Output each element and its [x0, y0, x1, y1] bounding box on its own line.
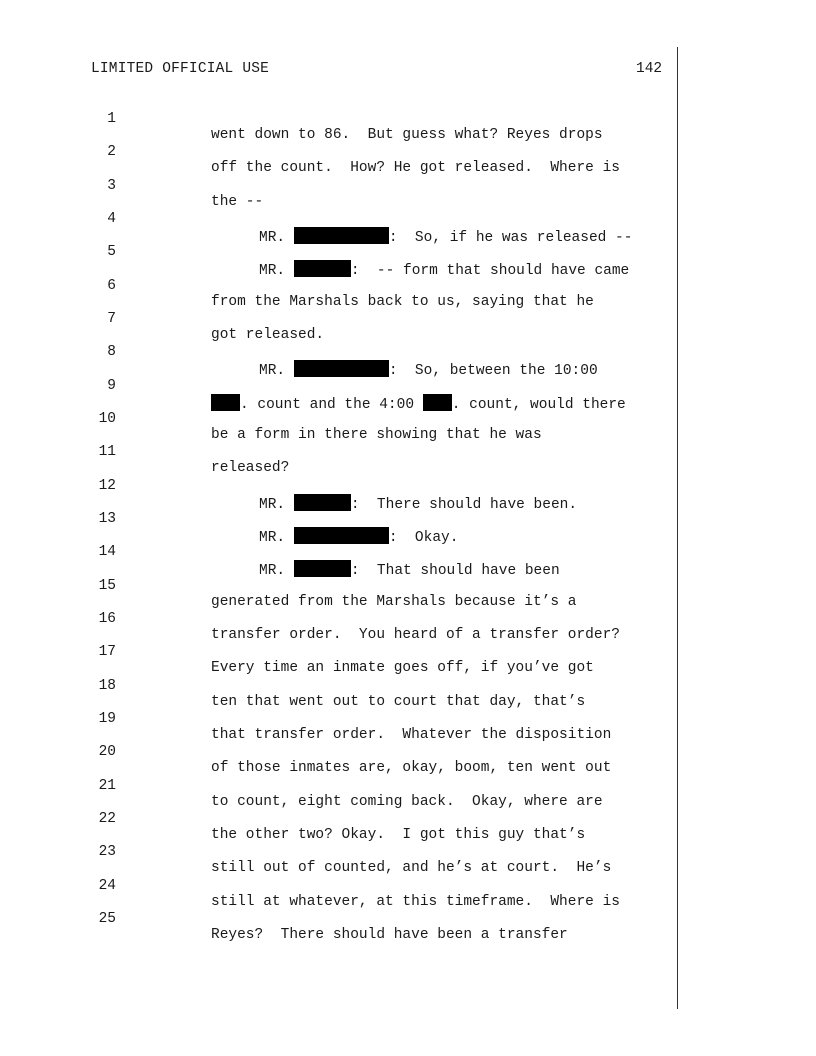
transcript-line	[0, 128, 700, 176]
speaker-prefix: MR.	[259, 497, 294, 513]
transcript-line	[0, 395, 700, 443]
line-number: 21	[98, 778, 116, 794]
line-text: got released.	[211, 327, 325, 343]
transcript-line	[0, 695, 700, 743]
line-text: ten that went out to court that day, that’s	[211, 694, 586, 710]
speaker-text: : So, between the 10:00	[388, 363, 598, 379]
line-text: generated from the Marshals because it’s a	[211, 594, 577, 610]
line-text: still at whatever, at this timeframe. Where is	[211, 894, 620, 910]
speaker-prefix: MR.	[259, 230, 294, 246]
line-number: 25	[98, 911, 116, 927]
speaker-text: : -- form that should have came	[350, 263, 630, 279]
line-text: still out of counted, and he’s at court. He’s	[211, 860, 612, 876]
line-number: 24	[98, 878, 116, 894]
transcript-line	[0, 795, 700, 843]
transcript-line	[0, 862, 700, 910]
transcript-line	[0, 262, 700, 310]
transcript-line	[0, 528, 700, 579]
line-number: 16	[98, 611, 116, 627]
line-number: 22	[98, 811, 116, 827]
transcript-line	[0, 462, 700, 513]
transcript-line	[0, 662, 700, 710]
line-number: 9	[107, 378, 116, 394]
transcript-line	[0, 428, 700, 476]
line-text: that transfer order. Whatever the disposition	[211, 727, 612, 743]
line-number: 11	[98, 444, 116, 460]
line-text-part: . count, would there	[451, 397, 626, 413]
line-number: 18	[98, 678, 116, 694]
line-text: to count, eight coming back. Okay, where are	[211, 794, 603, 810]
speaker-text: : So, if he was released --	[388, 230, 633, 246]
transcript-line	[0, 328, 700, 379]
line-text: off the count. How? He got released. Where is	[211, 160, 620, 176]
line-number: 10	[98, 411, 116, 427]
page-number: 142	[636, 61, 663, 77]
line-number: 23	[98, 844, 116, 860]
speaker-prefix: MR.	[259, 363, 294, 379]
line-text: Every time an inmate goes off, if you’ve got	[211, 660, 594, 676]
line-number: 6	[107, 278, 116, 294]
line-number: 5	[107, 244, 116, 260]
line-text: from the Marshals back to us, saying that he	[211, 294, 594, 310]
speaker-text: : That should have been	[350, 563, 560, 579]
transcript-line	[0, 728, 700, 776]
line-text: went down to 86. But guess what? Reyes drops	[211, 127, 603, 143]
transcript-line	[0, 762, 700, 810]
line-number: 7	[107, 311, 116, 327]
speaker-text: : Okay.	[388, 530, 459, 546]
transcript-line	[0, 495, 700, 546]
transcript-line	[0, 195, 700, 246]
line-text-part: . count and the 4:00	[240, 397, 423, 413]
line-number: 2	[107, 144, 116, 160]
line-number: 17	[98, 644, 116, 660]
line-text: be a form in there showing that he was	[211, 427, 542, 443]
line-text: released?	[211, 460, 290, 476]
line-number: 8	[107, 344, 116, 360]
line-text: the --	[211, 194, 264, 210]
line-number: 14	[98, 544, 116, 560]
transcript-line	[0, 95, 700, 143]
line-number: 3	[107, 178, 116, 194]
page-header-classification: LIMITED OFFICIAL USE	[91, 61, 270, 77]
line-text: of those inmates are, okay, boom, ten went out	[211, 760, 612, 776]
line-text: transfer order. You heard of a transfer order?	[211, 627, 620, 643]
transcript-line	[0, 228, 700, 279]
transcript-line	[0, 895, 700, 943]
speaker-text: : There should have been.	[350, 497, 578, 513]
line-number: 20	[98, 744, 116, 760]
line-number: 1	[107, 111, 116, 127]
line-number: 15	[98, 578, 116, 594]
transcript-line	[0, 628, 700, 676]
line-text: Reyes? There should have been a transfer	[211, 927, 568, 943]
line-number: 19	[98, 711, 116, 727]
transcript-line	[0, 562, 700, 610]
line-number: 4	[107, 211, 116, 227]
line-number: 13	[98, 511, 116, 527]
line-text: the other two? Okay. I got this guy that’s	[211, 827, 586, 843]
transcript-line	[0, 295, 700, 343]
line-number: 12	[98, 478, 116, 494]
transcript-line	[0, 362, 700, 413]
transcript-line	[0, 162, 700, 210]
speaker-prefix: MR.	[259, 263, 294, 279]
transcript-line	[0, 828, 700, 876]
speaker-prefix: MR.	[259, 530, 294, 546]
speaker-prefix: MR.	[259, 563, 294, 579]
transcript-line	[0, 595, 700, 643]
